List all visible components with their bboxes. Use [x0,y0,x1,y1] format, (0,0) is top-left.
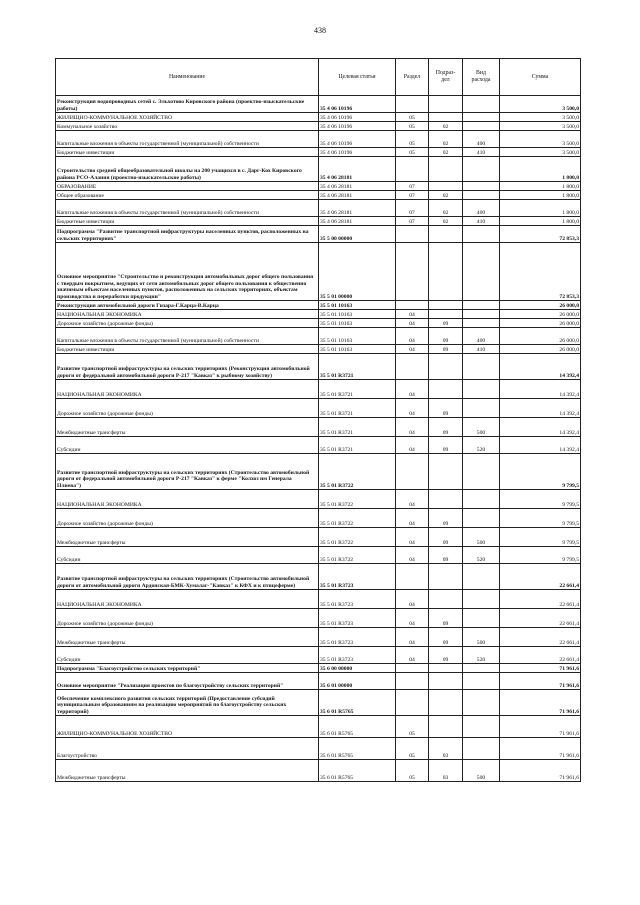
cell-sum: 14 392,4 [500,418,581,437]
cell-subsection [429,716,463,738]
header-name: Наименование [56,59,319,96]
cell-expense-type: 520 [463,437,500,454]
cell-sum: 22 661,4 [500,564,581,590]
cell-subsection: 09 [429,319,463,328]
cell-name: Обеспечение комплексного развития сельских территорий (Предоставление субсидий муниципальным образованиям на реализацию мероприятий по благоустройству сельских территорий) [56,690,319,716]
cell-section: 04 [396,319,429,328]
cell-name: Реконструкция автомобильной дороги Гизара-Г.Карца-В.Карца [56,301,319,310]
table-row [56,131,581,148]
cell-section: 07 [396,217,429,226]
table-row [56,609,581,628]
cell-subsection [429,664,463,673]
table-row [56,690,581,716]
cell-expense-type [463,113,500,122]
cell-name: Дорожное хозяйство (дорожные фонды) [56,609,319,628]
table-row [56,226,581,243]
cell-expense-type: 500 [463,760,500,782]
cell-name: Дорожное хозяйство (дорожные фонды) [56,399,319,418]
cell-name: НАЦИОНАЛЬНАЯ ЭКОНОМИКА [56,490,319,509]
cell-section: 04 [396,437,429,454]
cell-expense-type [463,564,500,590]
cell-target-article: 35 5 01 R3723 [319,590,396,609]
cell-sum: 3 500,0 [500,96,581,113]
cell-subsection: 02 [429,200,463,217]
cell-name: Дорожное хозяйство (дорожные фонды) [56,319,319,328]
cell-section: 04 [396,528,429,547]
cell-section [396,673,429,690]
cell-sum: 72 853,3 [500,226,581,243]
cell-target-article: 35 5 01 10163 [319,345,396,354]
cell-section [396,243,429,301]
cell-target-article: 35 4 06 10196 [319,122,396,131]
table-row [56,716,581,738]
cell-name: Капитальные вложения в объекты государственной (муниципальной) собственности [56,200,319,217]
cell-target-article: 35 5 01 R3721 [319,354,396,380]
cell-subsection [429,157,463,182]
cell-name: НАЦИОНАЛЬНАЯ ЭКОНОМИКА [56,590,319,609]
cell-name: Развитие транспортной инфраструктуры на сельских территориях (Реконструкция автомобильной дороги от федеральной автомобильной дороги Р-217 "Кавказ" к рыбному хозяйству) [56,354,319,380]
cell-section: 05 [396,760,429,782]
table-row [56,564,581,590]
table-row [56,122,581,131]
table-row [56,673,581,690]
cell-section: 04 [396,490,429,509]
table-row [56,217,581,226]
header-sum: Сумма [500,59,581,96]
cell-name: Развитие транспортной инфраструктуры на сельских территориях (Строительство автомобильной дороги от автомобильной дороги Ардонская-БМК-Хумалаг-"Кавказ" к КФХ и к птицеферме) [56,564,319,590]
table-row [56,191,581,200]
cell-sum: 14 392,4 [500,380,581,399]
cell-section: 07 [396,182,429,191]
cell-name: Бюджетные инвестиции [56,148,319,157]
cell-section: 07 [396,191,429,200]
cell-sum: 71 961,6 [500,690,581,716]
cell-sum: 3 500,0 [500,131,581,148]
cell-expense-type [463,690,500,716]
cell-sum: 72 853,3 [500,243,581,301]
cell-sum: 71 961,6 [500,760,581,782]
header-target-article: Целевая статья [319,59,396,96]
cell-expense-type [463,319,500,328]
cell-target-article: 35 5 01 R3721 [319,399,396,418]
cell-name: Межбюджетные трансферты [56,760,319,782]
cell-name: ОБРАЗОВАНИЕ [56,182,319,191]
cell-subsection: 09 [429,437,463,454]
cell-section: 05 [396,738,429,760]
table-header-row [56,59,581,96]
cell-subsection [429,96,463,113]
cell-expense-type: 500 [463,628,500,647]
cell-section [396,226,429,243]
cell-target-article: 35 5 01 00000 [319,243,396,301]
cell-sum: 9 799,5 [500,528,581,547]
cell-target-article: 35 6 01 R5765 [319,760,396,782]
cell-target-article: 35 5 01 10163 [319,310,396,319]
cell-expense-type [463,380,500,399]
cell-target-article: 35 5 01 10163 [319,319,396,328]
cell-target-article: 35 4 06 28181 [319,191,396,200]
header-expense-type: Вид расхода [463,59,500,96]
cell-section: 04 [396,547,429,564]
cell-section: 04 [396,399,429,418]
cell-subsection: 09 [429,647,463,664]
cell-subsection: 02 [429,148,463,157]
cell-subsection: 09 [429,547,463,564]
cell-subsection: 09 [429,628,463,647]
cell-sum: 22 661,4 [500,609,581,628]
cell-name: Подпрограмма "Развитие транспортной инфраструктуры населенных пунктов, расположенных на сельских территориях" [56,226,319,243]
cell-subsection: 02 [429,217,463,226]
cell-sum: 14 392,4 [500,399,581,418]
cell-name: Субсидии [56,647,319,664]
cell-name: Коммунальное хозяйство [56,122,319,131]
cell-subsection: 09 [429,509,463,528]
cell-target-article: 35 4 06 10196 [319,113,396,122]
cell-sum: 14 392,4 [500,354,581,380]
cell-sum: 71 961,6 [500,738,581,760]
table-row [56,148,581,157]
cell-target-article: 35 4 06 28181 [319,217,396,226]
cell-section: 04 [396,310,429,319]
cell-target-article: 35 6 01 R5765 [319,738,396,760]
cell-section [396,564,429,590]
cell-section: 04 [396,590,429,609]
cell-target-article: 35 5 01 R3721 [319,380,396,399]
table-row [56,760,581,782]
cell-sum: 1 800,0 [500,200,581,217]
cell-section: 04 [396,647,429,664]
table-row [56,490,581,509]
cell-section [396,354,429,380]
cell-subsection [429,490,463,509]
cell-name: Межбюджетные трансферты [56,528,319,547]
cell-expense-type [463,590,500,609]
table-row [56,528,581,547]
cell-section: 04 [396,328,429,345]
cell-name: Межбюджетные трансферты [56,628,319,647]
cell-target-article: 35 5 01 R3722 [319,490,396,509]
cell-name: Строительство средней общеобразовательной школы на 200 учащихся в с. Дарг-Кох Кировского района РСО-Алания (проектно-изыскательские работы) [56,157,319,182]
cell-expense-type: 400 [463,200,500,217]
cell-sum: 71 961,6 [500,716,581,738]
cell-sum: 22 661,4 [500,628,581,647]
cell-name: Дорожное хозяйство (дорожные фонды) [56,509,319,528]
budget-table [55,58,581,782]
cell-subsection [429,310,463,319]
cell-subsection [429,673,463,690]
cell-sum: 26 000,0 [500,319,581,328]
cell-section: 04 [396,609,429,628]
cell-expense-type: 500 [463,528,500,547]
cell-sum: 22 661,4 [500,647,581,664]
cell-section: 04 [396,509,429,528]
cell-name: Субсидии [56,437,319,454]
cell-sum: 9 799,5 [500,454,581,490]
cell-name: Благоустройство [56,738,319,760]
cell-expense-type [463,310,500,319]
cell-target-article: 35 5 01 R3721 [319,437,396,454]
cell-subsection [429,113,463,122]
cell-section: 05 [396,131,429,148]
table-row [56,200,581,217]
cell-subsection [429,301,463,310]
cell-section [396,664,429,673]
cell-section [396,454,429,490]
table-row [56,509,581,528]
cell-expense-type [463,609,500,628]
page-number: 438 [314,26,326,35]
cell-target-article: 35 5 01 R3723 [319,564,396,590]
cell-name: Капитальные вложения в объекты государственной (муниципальной) собственности [56,328,319,345]
table-row [56,437,581,454]
cell-name: Бюджетные инвестиции [56,345,319,354]
cell-expense-type [463,354,500,380]
cell-target-article: 35 4 06 28181 [319,182,396,191]
table-row [56,380,581,399]
cell-subsection: 02 [429,122,463,131]
cell-expense-type: 400 [463,328,500,345]
cell-expense-type: 520 [463,547,500,564]
cell-subsection: 03 [429,760,463,782]
cell-expense-type [463,664,500,673]
cell-name: НАЦИОНАЛЬНАЯ ЭКОНОМИКА [56,310,319,319]
table-row [56,301,581,310]
cell-expense-type [463,738,500,760]
header-subsection: Подраз- дел [429,59,463,96]
cell-name: Подпрограмма "Благоустройство сельских территорий" [56,664,319,673]
cell-sum: 1 800,0 [500,191,581,200]
cell-sum: 22 661,4 [500,590,581,609]
cell-sum: 71 961,6 [500,673,581,690]
cell-section: 04 [396,345,429,354]
cell-subsection [429,182,463,191]
cell-name: Общее образование [56,191,319,200]
cell-target-article: 35 5 01 10163 [319,328,396,345]
cell-expense-type: 500 [463,418,500,437]
cell-section [396,301,429,310]
cell-expense-type [463,226,500,243]
cell-target-article: 35 4 06 10196 [319,96,396,113]
cell-expense-type [463,96,500,113]
cell-sum: 1 800,0 [500,217,581,226]
cell-name: Межбюджетные трансферты [56,418,319,437]
cell-expense-type: 400 [463,131,500,148]
cell-subsection [429,226,463,243]
table-row [56,590,581,609]
table-row [56,96,581,113]
table-row [56,547,581,564]
cell-section: 05 [396,113,429,122]
cell-expense-type: 410 [463,217,500,226]
cell-target-article: 35 5 01 R3723 [319,647,396,664]
cell-target-article: 35 5 01 10163 [319,301,396,310]
cell-expense-type [463,122,500,131]
table-row [56,738,581,760]
table-row [56,345,581,354]
table-row [56,418,581,437]
cell-subsection: 09 [429,528,463,547]
cell-sum: 26 000,0 [500,328,581,345]
table-row [56,113,581,122]
cell-section: 04 [396,418,429,437]
cell-subsection [429,380,463,399]
cell-sum: 71 961,6 [500,664,581,673]
cell-sum: 3 500,0 [500,148,581,157]
cell-sum: 9 799,5 [500,547,581,564]
cell-expense-type [463,191,500,200]
cell-name: Субсидии [56,547,319,564]
cell-subsection: 09 [429,345,463,354]
cell-target-article: 35 5 01 R3722 [319,528,396,547]
cell-name: НАЦИОНАЛЬНАЯ ЭКОНОМИКА [56,380,319,399]
table-row [56,182,581,191]
cell-target-article: 35 4 06 28181 [319,200,396,217]
cell-subsection: 09 [429,418,463,437]
cell-expense-type [463,301,500,310]
cell-subsection [429,564,463,590]
cell-target-article: 35 6 01 R5765 [319,716,396,738]
cell-section [396,157,429,182]
cell-name: Основное мероприятие "Строительство и реконструкция автомобильных дорог общего пользования с твердым покрытием, ведущих от сети автомобильных дорог общего пользования к общественно значимым объектам населенных пунктов, расположенных на сельских территориях, объектам производства и переработки продукции" [56,243,319,301]
table-row [56,243,581,301]
cell-section: 05 [396,148,429,157]
cell-sum: 9 799,5 [500,509,581,528]
cell-expense-type: 410 [463,148,500,157]
cell-target-article: 35 5 01 R3722 [319,509,396,528]
cell-expense-type [463,673,500,690]
cell-subsection: 09 [429,328,463,345]
cell-sum: 26 000,0 [500,301,581,310]
cell-section: 05 [396,122,429,131]
table-row [56,310,581,319]
table-row [56,628,581,647]
cell-expense-type [463,454,500,490]
cell-target-article: 35 6 00 00000 [319,664,396,673]
cell-target-article: 35 4 06 10196 [319,148,396,157]
table-row [56,328,581,345]
cell-target-article: 35 5 01 R3722 [319,454,396,490]
cell-expense-type [463,399,500,418]
cell-section: 04 [396,380,429,399]
cell-sum: 14 392,4 [500,437,581,454]
cell-section: 07 [396,200,429,217]
cell-name: Бюджетные инвестиции [56,217,319,226]
cell-target-article: 35 5 01 R3721 [319,418,396,437]
cell-expense-type: 410 [463,345,500,354]
cell-sum: 1 800,0 [500,157,581,182]
cell-subsection [429,243,463,301]
cell-name: ЖИЛИЩНО-КОММУНАЛЬНОЕ ХОЗЯЙСТВО [56,716,319,738]
cell-name: ЖИЛИЩНО-КОММУНАЛЬНОЕ ХОЗЯЙСТВО [56,113,319,122]
cell-subsection [429,354,463,380]
table-row [56,647,581,664]
cell-target-article: 35 6 01 R5765 [319,690,396,716]
cell-section: 05 [396,716,429,738]
cell-expense-type [463,157,500,182]
cell-sum: 9 799,5 [500,490,581,509]
cell-name: Реконструкция водопроводных сетей с. Эльхотово Кировского района (проектно-изыскательские работы) [56,96,319,113]
cell-subsection [429,690,463,716]
cell-sum: 1 800,0 [500,182,581,191]
cell-expense-type [463,243,500,301]
cell-expense-type [463,716,500,738]
cell-target-article: 35 4 06 10196 [319,131,396,148]
cell-expense-type: 520 [463,647,500,664]
cell-target-article: 35 5 00 00000 [319,226,396,243]
cell-subsection: 02 [429,191,463,200]
cell-target-article: 35 4 06 28181 [319,157,396,182]
table-row [56,157,581,182]
cell-name: Основное мероприятие "Реализация проектов по благоустройству сельских территорий" [56,673,319,690]
cell-subsection: 03 [429,738,463,760]
cell-sum: 26 000,0 [500,345,581,354]
table-row [56,664,581,673]
table-row [56,319,581,328]
table-row [56,454,581,490]
header-section: Раздел [396,59,429,96]
cell-section [396,690,429,716]
cell-target-article: 35 5 01 R3723 [319,628,396,647]
cell-expense-type [463,490,500,509]
cell-expense-type [463,182,500,191]
cell-subsection: 09 [429,399,463,418]
cell-subsection: 02 [429,131,463,148]
cell-target-article: 35 5 01 R3723 [319,609,396,628]
table-row [56,399,581,418]
cell-name: Развитие транспортной инфраструктуры на сельских территориях (Строительство автомобильной дороги от федеральной автомобильной дороги Р-217 "Кавказ" к ферме "Колхоз им Генерала Плиева") [56,454,319,490]
cell-section: 04 [396,628,429,647]
cell-subsection: 09 [429,609,463,628]
cell-sum: 3 500,0 [500,122,581,131]
cell-sum: 26 000,0 [500,310,581,319]
cell-expense-type [463,509,500,528]
cell-name: Капитальные вложения в объекты государственной (муниципальной) собственности [56,131,319,148]
table-row [56,354,581,380]
cell-target-article: 35 5 01 R3722 [319,547,396,564]
cell-sum: 3 500,0 [500,113,581,122]
cell-section [396,96,429,113]
cell-subsection [429,454,463,490]
cell-subsection [429,590,463,609]
cell-target-article: 35 6 01 00000 [319,673,396,690]
